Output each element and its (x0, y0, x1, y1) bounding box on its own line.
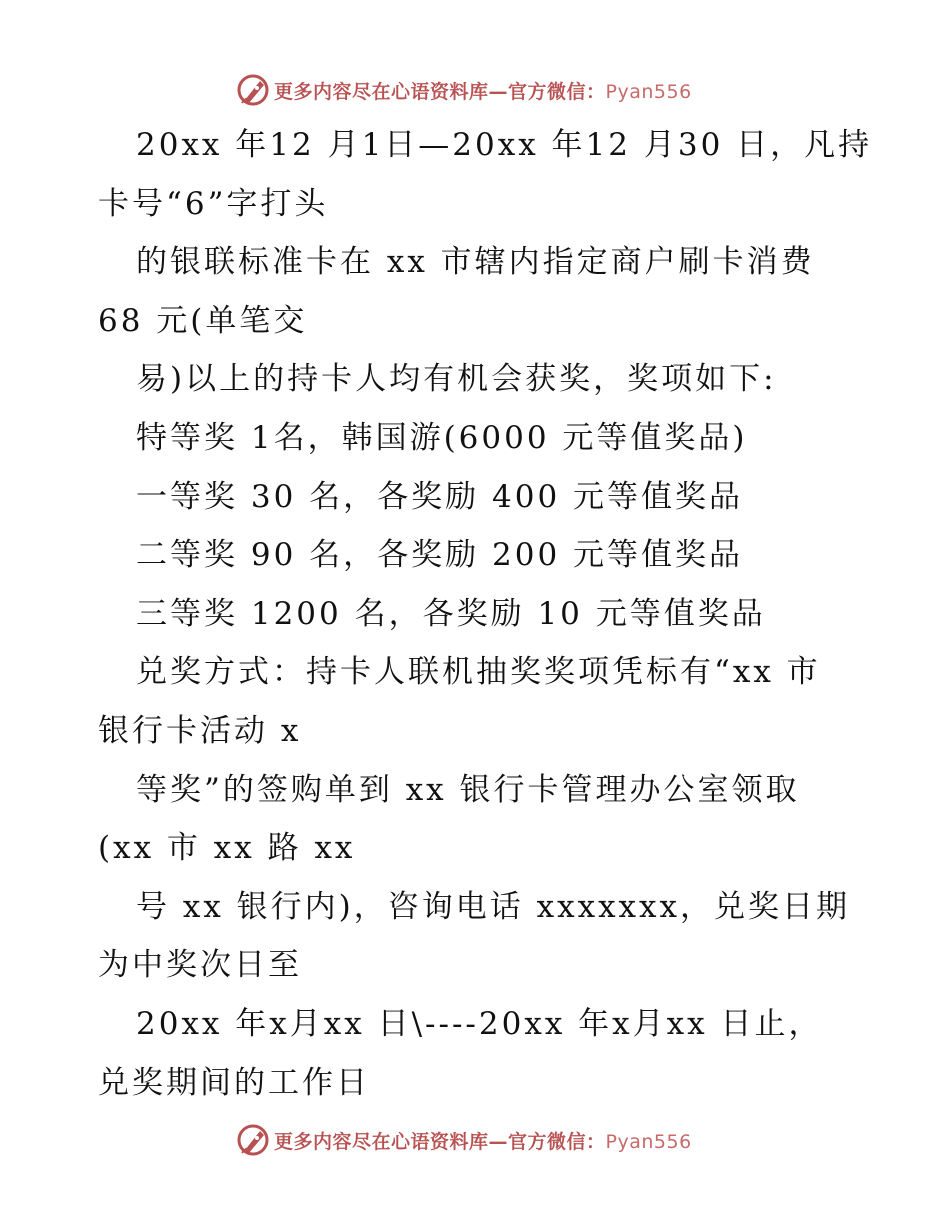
body-line-5: 易)以上的持卡人均有机会获奖，奖项如下: (136, 361, 777, 398)
body-line-1: 20xx 年12 月1日—20xx 年12 月30 日，凡持 (136, 127, 873, 163)
body-line-17: 兑奖期间的工作日 (98, 1064, 370, 1101)
body-line-3: 的银联标准卡在 xx 市辖内指定商户刷卡消费 (136, 244, 815, 281)
body-line-12: 等奖”的签购单到 xx 银行卡管理办公室领取 (136, 771, 800, 808)
body-line-11: 银行卡活动 x (98, 712, 302, 749)
document-body (98, 116, 898, 1112)
prize-first: 一等奖 30 名，各奖励 400 元等值奖品 (136, 478, 744, 515)
header-banner-main: 更多内容尽在心语资料库—官方微信： (274, 80, 606, 103)
prize-special: 特等奖 1名，韩国游(6000 元等值奖品) (136, 419, 748, 456)
body-line-13: (xx 市 xx 路 xx (98, 830, 356, 867)
body-line-10: 兑奖方式：持卡人联机抽奖奖项凭标有“xx 市 (136, 654, 821, 691)
footer-banner (236, 1122, 692, 1158)
body-line-16: 20xx 年x月xx 日\----20xx 年x月xx 日止， (136, 1005, 823, 1042)
header-wechat-handle: Pyan556 (605, 80, 692, 103)
prize-third: 三等奖 1200 名，各奖励 10 元等值奖品 (136, 595, 766, 632)
footer-wechat-handle: Pyan556 (605, 1130, 692, 1153)
body-line-4: 68 元(单笔交 (98, 302, 308, 339)
header-banner-text (274, 77, 692, 104)
pen-nib-circle-icon (236, 73, 270, 107)
body-line-15: 为中奖次日至 (98, 947, 302, 984)
footer-banner-main: 更多内容尽在心语资料库—官方微信： (274, 1130, 606, 1153)
header-banner (236, 72, 692, 108)
prize-second: 二等奖 90 名，各奖励 200 元等值奖品 (136, 537, 744, 574)
pen-nib-circle-icon (236, 1123, 270, 1157)
body-line-14: 号 xx 银行内)，咨询电话 xxxxxxx，兑奖日期 (136, 888, 851, 925)
body-line-2: 卡号“6”字打头 (98, 185, 329, 222)
footer-banner-text (274, 1127, 692, 1154)
